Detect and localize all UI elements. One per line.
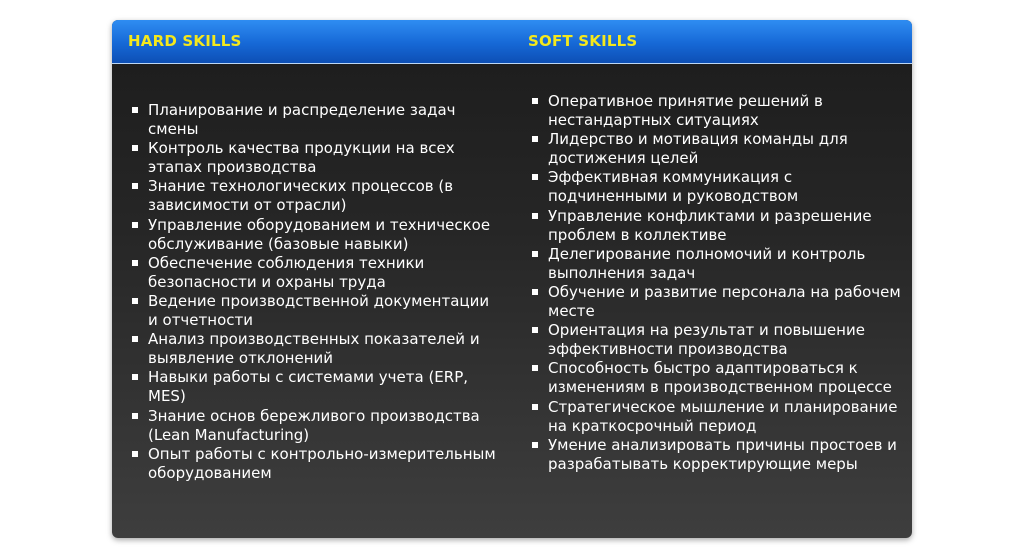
soft-skill-text: Умение анализировать причины простоев и разрабатывать корректирующие меры <box>548 435 897 473</box>
skills-card <box>112 20 912 538</box>
list-item <box>132 407 502 445</box>
list-item <box>532 398 902 436</box>
hard-skill-text: Знание технологических процессов (в зависимости от отрасли) <box>148 177 454 215</box>
list-item <box>132 368 502 406</box>
soft-skill-text: Делегирование полномочий и контроль выполнения задач <box>548 244 866 282</box>
bullet-square-icon <box>132 183 138 189</box>
bullet-square-icon <box>532 442 538 448</box>
soft-skill-text: Оперативное принятие решений в нестандартных ситуациях <box>548 92 823 130</box>
bullet-square-icon <box>532 289 538 295</box>
bullet-square-icon <box>532 174 538 180</box>
bullet-square-icon <box>132 336 138 342</box>
list-item <box>532 92 902 130</box>
hard-skill-text: Навыки работы с системами учета (ERP, MES) <box>148 368 469 406</box>
soft-skill-text: Эффективная коммуникация с подчиненными и руководством <box>548 168 799 206</box>
hard-skill-text: Ведение производственной документации и отчетности <box>148 291 490 330</box>
list-item <box>532 130 902 168</box>
bullet-square-icon <box>532 404 538 410</box>
list-item <box>532 436 902 474</box>
hard-skill-text: Обеспечение соблюдения техники безопасности и охраны труда <box>148 253 425 291</box>
bullet-square-icon <box>132 260 138 266</box>
soft-skill-text: Обучение и развитие персонала на рабочем месте <box>548 282 901 321</box>
list-item <box>532 359 902 397</box>
hard-skill-text: Контроль качества продукции на всех этапах производства <box>148 139 455 177</box>
soft-skill-text: Управление конфликтами и разрешение проблем в коллективе <box>548 206 872 244</box>
list-item <box>132 254 502 292</box>
list-item <box>532 207 902 245</box>
list-item <box>532 321 902 359</box>
soft-skill-text: Лидерство и мотивация команды для достижения целей <box>548 130 848 168</box>
list-item <box>532 245 902 283</box>
hard-skills-list <box>132 101 502 483</box>
hard-skill-text: Анализ производственных показателей и выявление отклонений <box>148 330 480 368</box>
hard-skill-text: Планирование и распределение задач смены <box>148 101 456 139</box>
hard-skill-text: Знание основ бережливого производства (Lean Manufacturing) <box>148 406 480 444</box>
bullet-square-icon <box>532 136 538 142</box>
bullet-square-icon <box>532 98 538 104</box>
bullet-square-icon <box>132 222 138 228</box>
soft-skills-list <box>532 92 902 474</box>
bullet-square-icon <box>132 107 138 113</box>
soft-skill-text: Ориентация на результат и повышение эффективности производства <box>548 321 865 359</box>
bullet-square-icon <box>132 145 138 151</box>
soft-skill-text: Способность быстро адаптироваться к изменениям в производственном процессе <box>548 359 892 397</box>
list-item <box>532 283 902 321</box>
list-item <box>132 177 502 215</box>
bullet-square-icon <box>132 374 138 380</box>
soft-skill-text: Стратегическое мышление и планирование на краткосрочный период <box>548 397 898 435</box>
bullet-square-icon <box>532 251 538 257</box>
soft-skills-title: SOFT SKILLS <box>528 32 638 50</box>
bullet-square-icon <box>132 413 138 419</box>
bullet-square-icon <box>132 451 138 457</box>
list-item <box>132 292 502 330</box>
list-item <box>132 330 502 368</box>
list-item <box>532 168 902 206</box>
list-item <box>132 445 502 483</box>
bullet-square-icon <box>532 213 538 219</box>
hard-skills-title: HARD SKILLS <box>128 32 242 50</box>
list-item <box>132 216 502 254</box>
hard-skill-text: Опыт работы с контрольно-измерительным оборудованием <box>148 444 496 482</box>
list-item <box>132 101 502 139</box>
bullet-square-icon <box>132 298 138 304</box>
bullet-square-icon <box>532 365 538 371</box>
table-header <box>112 20 912 64</box>
list-item <box>132 139 502 177</box>
bullet-square-icon <box>532 327 538 333</box>
hard-skill-text: Управление оборудованием и техническое обслуживание (базовые навыки) <box>148 215 491 253</box>
